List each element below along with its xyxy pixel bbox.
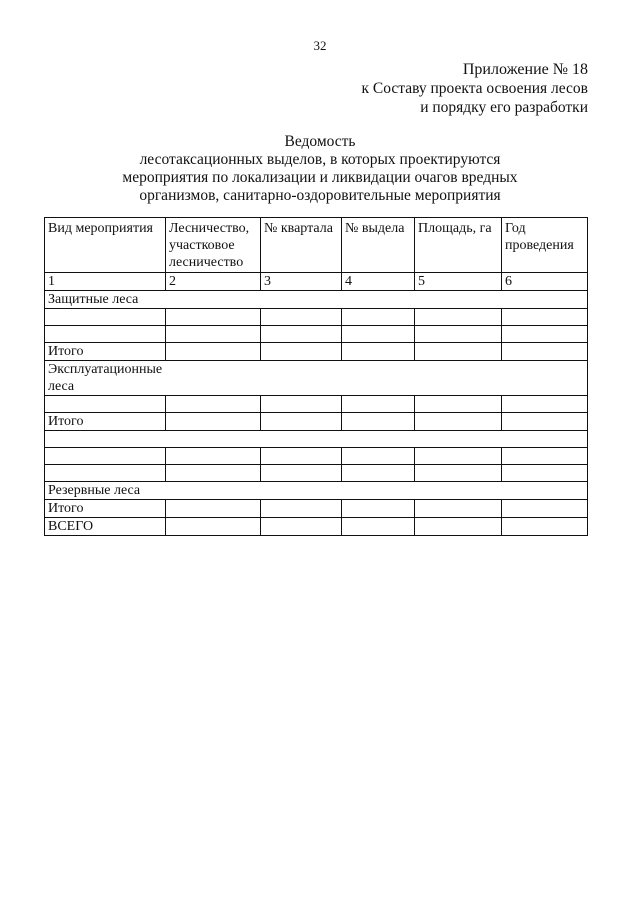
table-row — [45, 465, 588, 482]
column-number: 6 — [502, 273, 588, 291]
subtotal-row — [45, 413, 588, 431]
table-header-row — [45, 218, 588, 273]
appendix-line-2: к Составу проекта освоения лесов — [361, 80, 588, 97]
column-number: 3 — [261, 273, 342, 291]
section-reserve-forests: Резервные леса — [45, 482, 588, 500]
document-title — [0, 133, 640, 205]
title-line-1: Ведомость — [284, 133, 356, 150]
appendix-line-3: и порядку его разработки — [420, 99, 588, 116]
title-line-4: организмов, санитарно-оздоровительные мероприятия — [139, 187, 501, 204]
register-table — [44, 217, 588, 536]
table-row — [45, 326, 588, 343]
subtotal-row — [45, 500, 588, 518]
column-number-row — [45, 273, 588, 291]
header-activity-type: Вид мероприятия — [45, 218, 166, 273]
subtotal-row — [45, 343, 588, 361]
header-year: Год проведения — [502, 218, 588, 273]
section-exploitation-forests: Эксплуатационные леса — [48, 362, 163, 394]
table-row — [45, 448, 588, 465]
column-number: 2 — [166, 273, 261, 291]
total-row — [45, 518, 588, 536]
section-protective-forests: Защитные леса — [45, 291, 588, 309]
table-row — [45, 309, 588, 326]
appendix-header — [361, 60, 588, 117]
table-row — [45, 396, 588, 413]
column-number: 4 — [342, 273, 415, 291]
column-number: 1 — [45, 273, 166, 291]
section-exploitation-row — [45, 361, 588, 396]
blank-section-row — [45, 431, 588, 448]
header-quarter-number: № квартала — [261, 218, 342, 273]
page-number: 32 — [313, 38, 327, 53]
title-line-3: мероприятия по локализации и ликвидации очагов вредных — [122, 169, 518, 186]
section-reserve-row — [45, 482, 588, 500]
title-line-2: лесотаксационных выделов, в которых проектируются — [139, 151, 501, 168]
header-forestry: Лесничество, участковое лесничество — [166, 218, 261, 273]
total-label: ВСЕГО — [45, 518, 166, 536]
appendix-line-1: Приложение № 18 — [462, 61, 588, 78]
subtotal-label: Итого — [45, 413, 166, 431]
section-protective-row — [45, 291, 588, 309]
header-area: Площадь, га — [415, 218, 502, 273]
header-allotment-number: № выдела — [342, 218, 415, 273]
column-number: 5 — [415, 273, 502, 291]
subtotal-label: Итого — [45, 343, 166, 361]
subtotal-label: Итого — [45, 500, 166, 518]
